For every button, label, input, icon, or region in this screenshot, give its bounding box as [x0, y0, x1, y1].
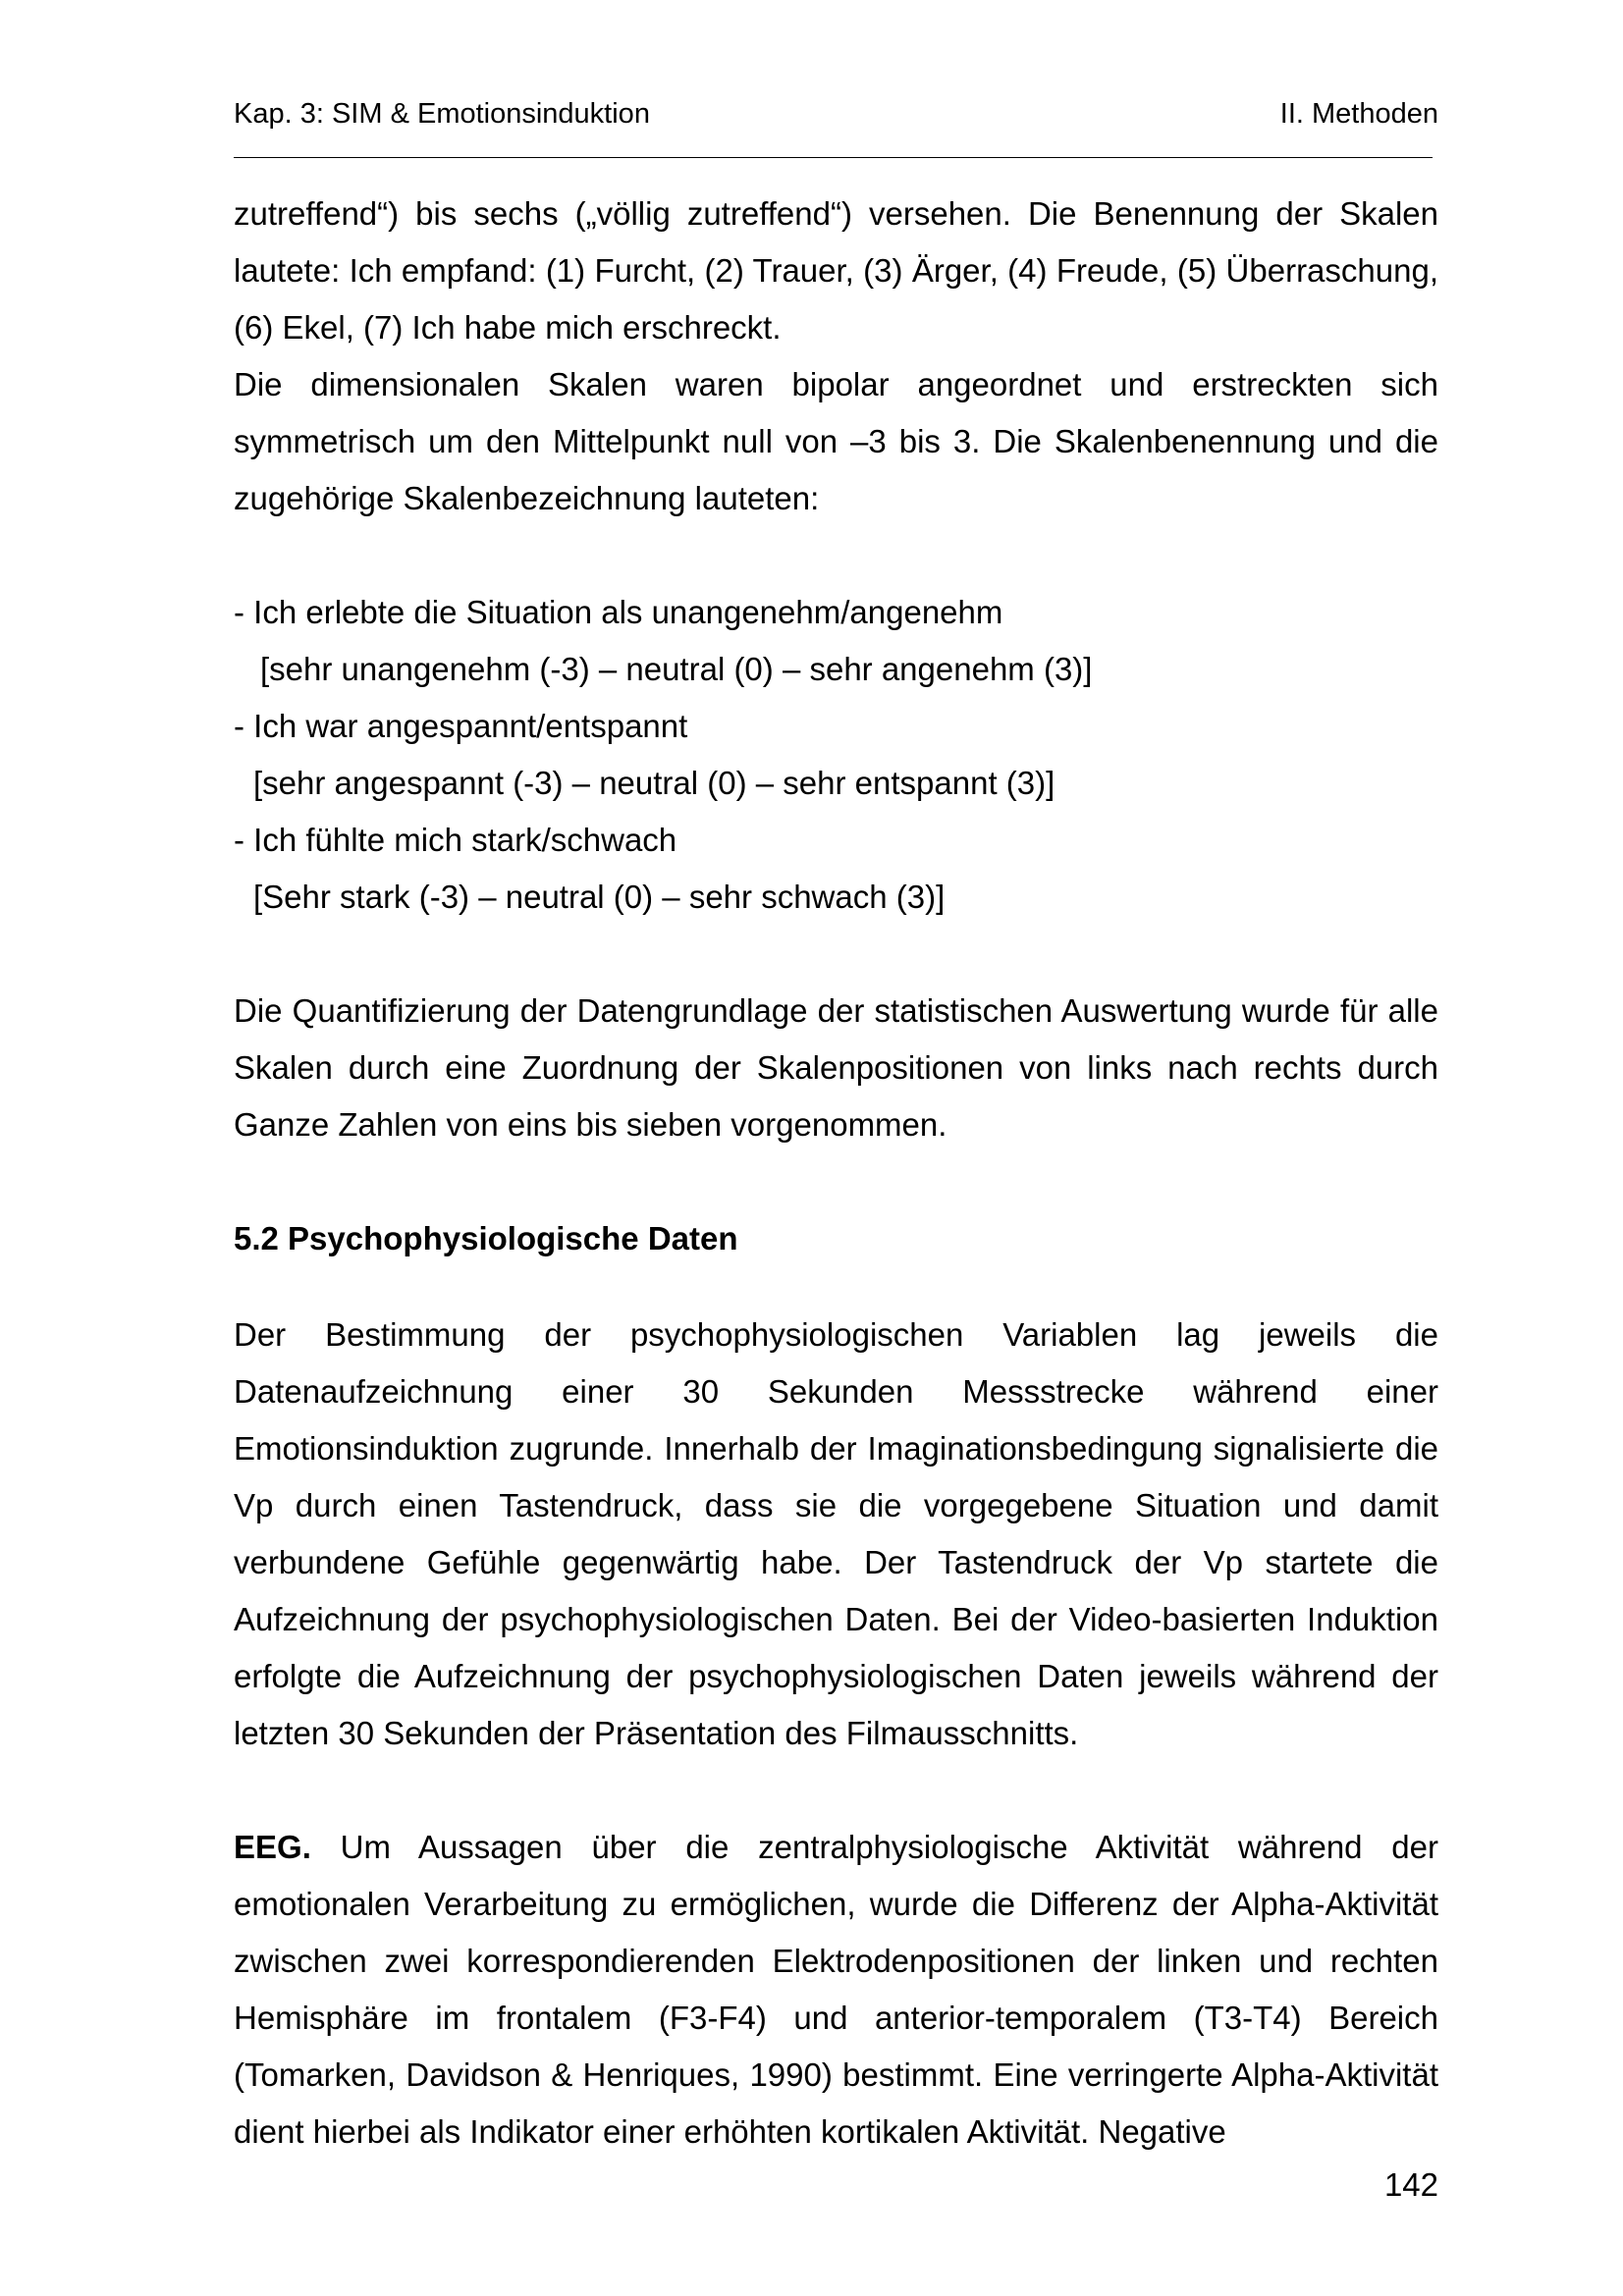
header-section: II. Methoden [1279, 98, 1438, 130]
paragraph-psychophysiology: Der Bestimmung der psychophysiologischen Variablen lag jeweils die Datenaufzeichnung einer 30 Sekunden Messstrecke während einer Emotionsinduktion zugrunde. Innerhalb der Imaginationsbedingung signalisierte die Vp durch einen Tastendruck, dass sie die vorgegebene Situation und damit verbundene Gefühle gegenwärtig habe. Der Tastendruck der Vp startete die Aufzeichnung der psychophysiologischen Daten. Bei der Video-basierten Induktion erfolgte die Aufzeichnung der psychophysiologischen Daten jeweils während der letzten 30 Sekunden der Präsentation des Filmausschnitts. [234, 1316, 1438, 1751]
scale-range: [sehr angespannt (-3) – neutral (0) – sehr entspannt (3)] [253, 765, 1055, 801]
scale-item: - Ich erlebte die Situation als unangenehm/angenehm [234, 594, 1003, 630]
page-body [234, 186, 1438, 2161]
paragraph-scale-labels: zutreffend“) bis sechs („völlig zutreffend“) versehen. Die Benennung der Skalen lautete: Ich empfand: (1) Furcht, (2) Trauer, (3) Ärger, (4) Freude, (5) Überraschung, (6) Ekel, (7) Ich habe mich erschreckt. [234, 195, 1438, 346]
scale-item: - Ich war angespannt/entspannt [234, 708, 688, 744]
scale-range: [sehr unangenehm (-3) – neutral (0) – sehr angenehm (3)] [260, 651, 1093, 687]
header-rule [234, 157, 1433, 158]
paragraph-quantification: Die Quantifizierung der Datengrundlage der statistischen Auswertung wurde für alle Skalen durch eine Zuordnung der Skalenpositionen von links nach rechts durch Ganze Zahlen von eins bis sieben vorgenommen. [234, 992, 1438, 1143]
page-number: 142 [1383, 2166, 1438, 2203]
paragraph-eeg [234, 1819, 1438, 2161]
section-heading: 5.2 Psychophysiologische Daten [234, 1220, 738, 1256]
paragraph-dimensional-scales: Die dimensionalen Skalen waren bipolar angeordnet und erstreckten sich symmetrisch um den Mittelpunkt null von –3 bis 3. Die Skalenbenennung und die zugehörige Skalenbezeichnung lauteten: [234, 366, 1438, 516]
eeg-label: EEG. [234, 1829, 311, 1865]
eeg-text: Um Aussagen über die zentralphysiologische Aktivität während der emotionalen Verarbeitung zu ermöglichen, wurde die Differenz der Alpha-Aktivität zwischen zwei korrespondierenden Elektrodenpositionen der linken und rechten Hemisphäre im frontalem (F3-F4) und anterior-temporalem (T3-T4) Bereich (Tomarken, Davidson & Henriques, 1990) bestimmt. Eine verringerte Alpha-Aktivität dient hierbei als Indikator einer erhöhten kortikalen Aktivität. Negative [234, 1829, 1438, 2150]
scale-range: [Sehr stark (-3) – neutral (0) – sehr schwach (3)] [253, 879, 946, 915]
running-header [234, 96, 1438, 132]
header-chapter: Kap. 3: SIM & Emotionsinduktion [234, 98, 650, 130]
scale-item: - Ich fühlte mich stark/schwach [234, 822, 677, 858]
